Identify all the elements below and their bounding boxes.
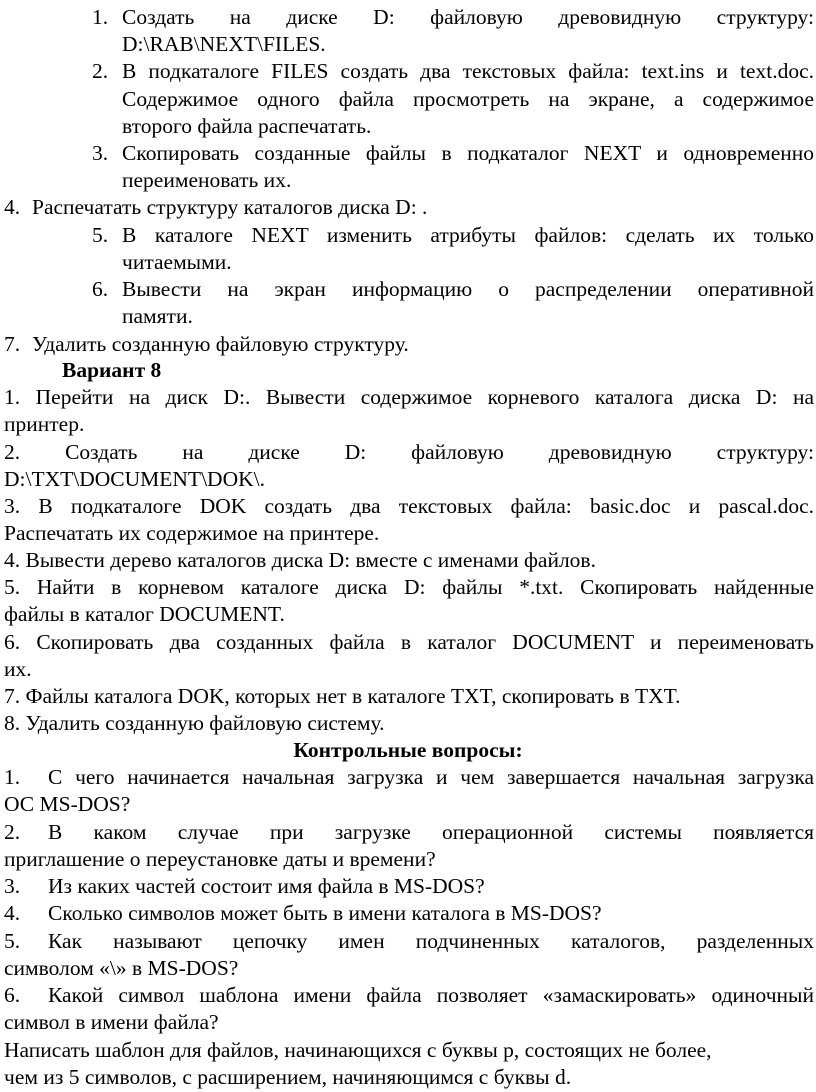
list-item-text: второго файла распечатать.: [122, 114, 372, 138]
list-item-text: Удалить созданную файловую структуру.: [32, 332, 409, 356]
list-item-text: Распечатать структуру каталогов диска D: .: [32, 195, 428, 219]
question-number: 1.: [4, 765, 21, 789]
variant-item-text: 7. Файлы каталога DOK, которых нет в каталоге TXT, скопировать в TXT.: [4, 684, 681, 708]
question-number: 3.: [4, 874, 21, 898]
question-text: Как называют цепочку имен подчиненных каталогов, разделенных: [48, 929, 814, 953]
variant-item-text: 5. Найти в корневом каталоге диска D: файлы *.txt. Скопировать найденные: [4, 575, 814, 599]
question-text: ОС MS-DOS?: [4, 792, 131, 816]
question-text: В каком случае при загрузке операционной системы появляется: [48, 820, 814, 844]
questions-heading: Контрольные вопросы:: [293, 738, 523, 762]
question-number: 2.: [4, 820, 21, 844]
task-text: Написать шаблон для файлов, начинающихся с буквы p, состоящих не более,: [4, 1038, 712, 1062]
list-item-text: Создать на диске D: файловую древовидную структуру:: [122, 5, 814, 29]
task-text: чем из 5 символов, с расширением, начиняющимся с буквы d.: [4, 1065, 572, 1089]
variant-item-text: 3. В подкаталоге DOK создать два текстовых файла: basic.doc и pascal.doc.: [4, 494, 814, 518]
variant-heading: Вариант 8: [62, 358, 162, 382]
list-number: 2.: [92, 59, 109, 83]
list-number: 7.: [4, 332, 21, 356]
list-item-text: Скопировать созданные файлы в подкаталог NEXT и одновременно: [122, 141, 814, 165]
question-text: приглашение о переустановке даты и времени?: [4, 847, 436, 871]
question-number: 6.: [4, 983, 21, 1007]
list-number: 5.: [92, 223, 109, 247]
question-text: символ в имени файла?: [4, 1010, 219, 1034]
list-number: 3.: [92, 141, 109, 165]
question-number: 4.: [4, 901, 21, 925]
question-number: 5.: [4, 929, 21, 953]
variant-item-text: файлы в каталог DOCUMENT.: [4, 602, 285, 626]
variant-item-text: 6. Скопировать два созданных файла в каталог DOCUMENT и переименовать: [4, 630, 814, 654]
list-number: 1.: [92, 5, 109, 29]
list-item-text: переименовать их.: [122, 168, 292, 192]
variant-item-text: D:\TXT\DOCUMENT\DOK\.: [4, 467, 265, 491]
variant-item-text: 1. Перейти на диск D:. Вывести содержимое корневого каталога диска D: на: [4, 385, 814, 409]
variant-item-text: 4. Вывести дерево каталогов диска D: вместе с именами файлов.: [4, 548, 596, 572]
variant-item-text: их.: [4, 657, 32, 681]
list-number: 4.: [4, 195, 21, 219]
list-item-text: памяти.: [122, 304, 193, 328]
list-number: 6.: [92, 277, 109, 301]
question-text: Какой символ шаблона имени файла позволяет «замаскировать» одиночный: [48, 983, 814, 1007]
variant-item-text: Распечатать их содержимое на принтере.: [4, 521, 380, 545]
list-item-text: читаемыми.: [122, 250, 232, 274]
question-text: Из каких частей состоит имя файла в MS-DOS?: [48, 874, 485, 898]
list-item-text: В подкаталоге FILES создать два текстовых файла: text.ins и text.doc.: [122, 59, 814, 83]
list-item-text: D:\RAB\NEXT\FILES.: [122, 32, 326, 56]
variant-item-text: 2. Создать на диске D: файловую древовидную структуру:: [4, 440, 814, 464]
variant-item-text: принтер.: [4, 412, 85, 436]
question-text: Сколько символов может быть в имени каталога в MS-DOS?: [48, 901, 602, 925]
list-item-text: Содержимое одного файла просмотреть на экране, а содержимое: [122, 87, 814, 111]
question-text: С чего начинается начальная загрузка и чем завершается начальная загрузка: [48, 765, 814, 789]
list-item-text: В каталоге NEXT изменить атрибуты файлов: сделать их только: [122, 223, 814, 247]
question-text: символом «\» в MS-DOS?: [4, 956, 239, 980]
list-item-text: Вывести на экран информацию о распределении оперативной: [122, 277, 814, 301]
variant-item-text: 8. Удалить созданную файловую систему.: [4, 711, 385, 735]
